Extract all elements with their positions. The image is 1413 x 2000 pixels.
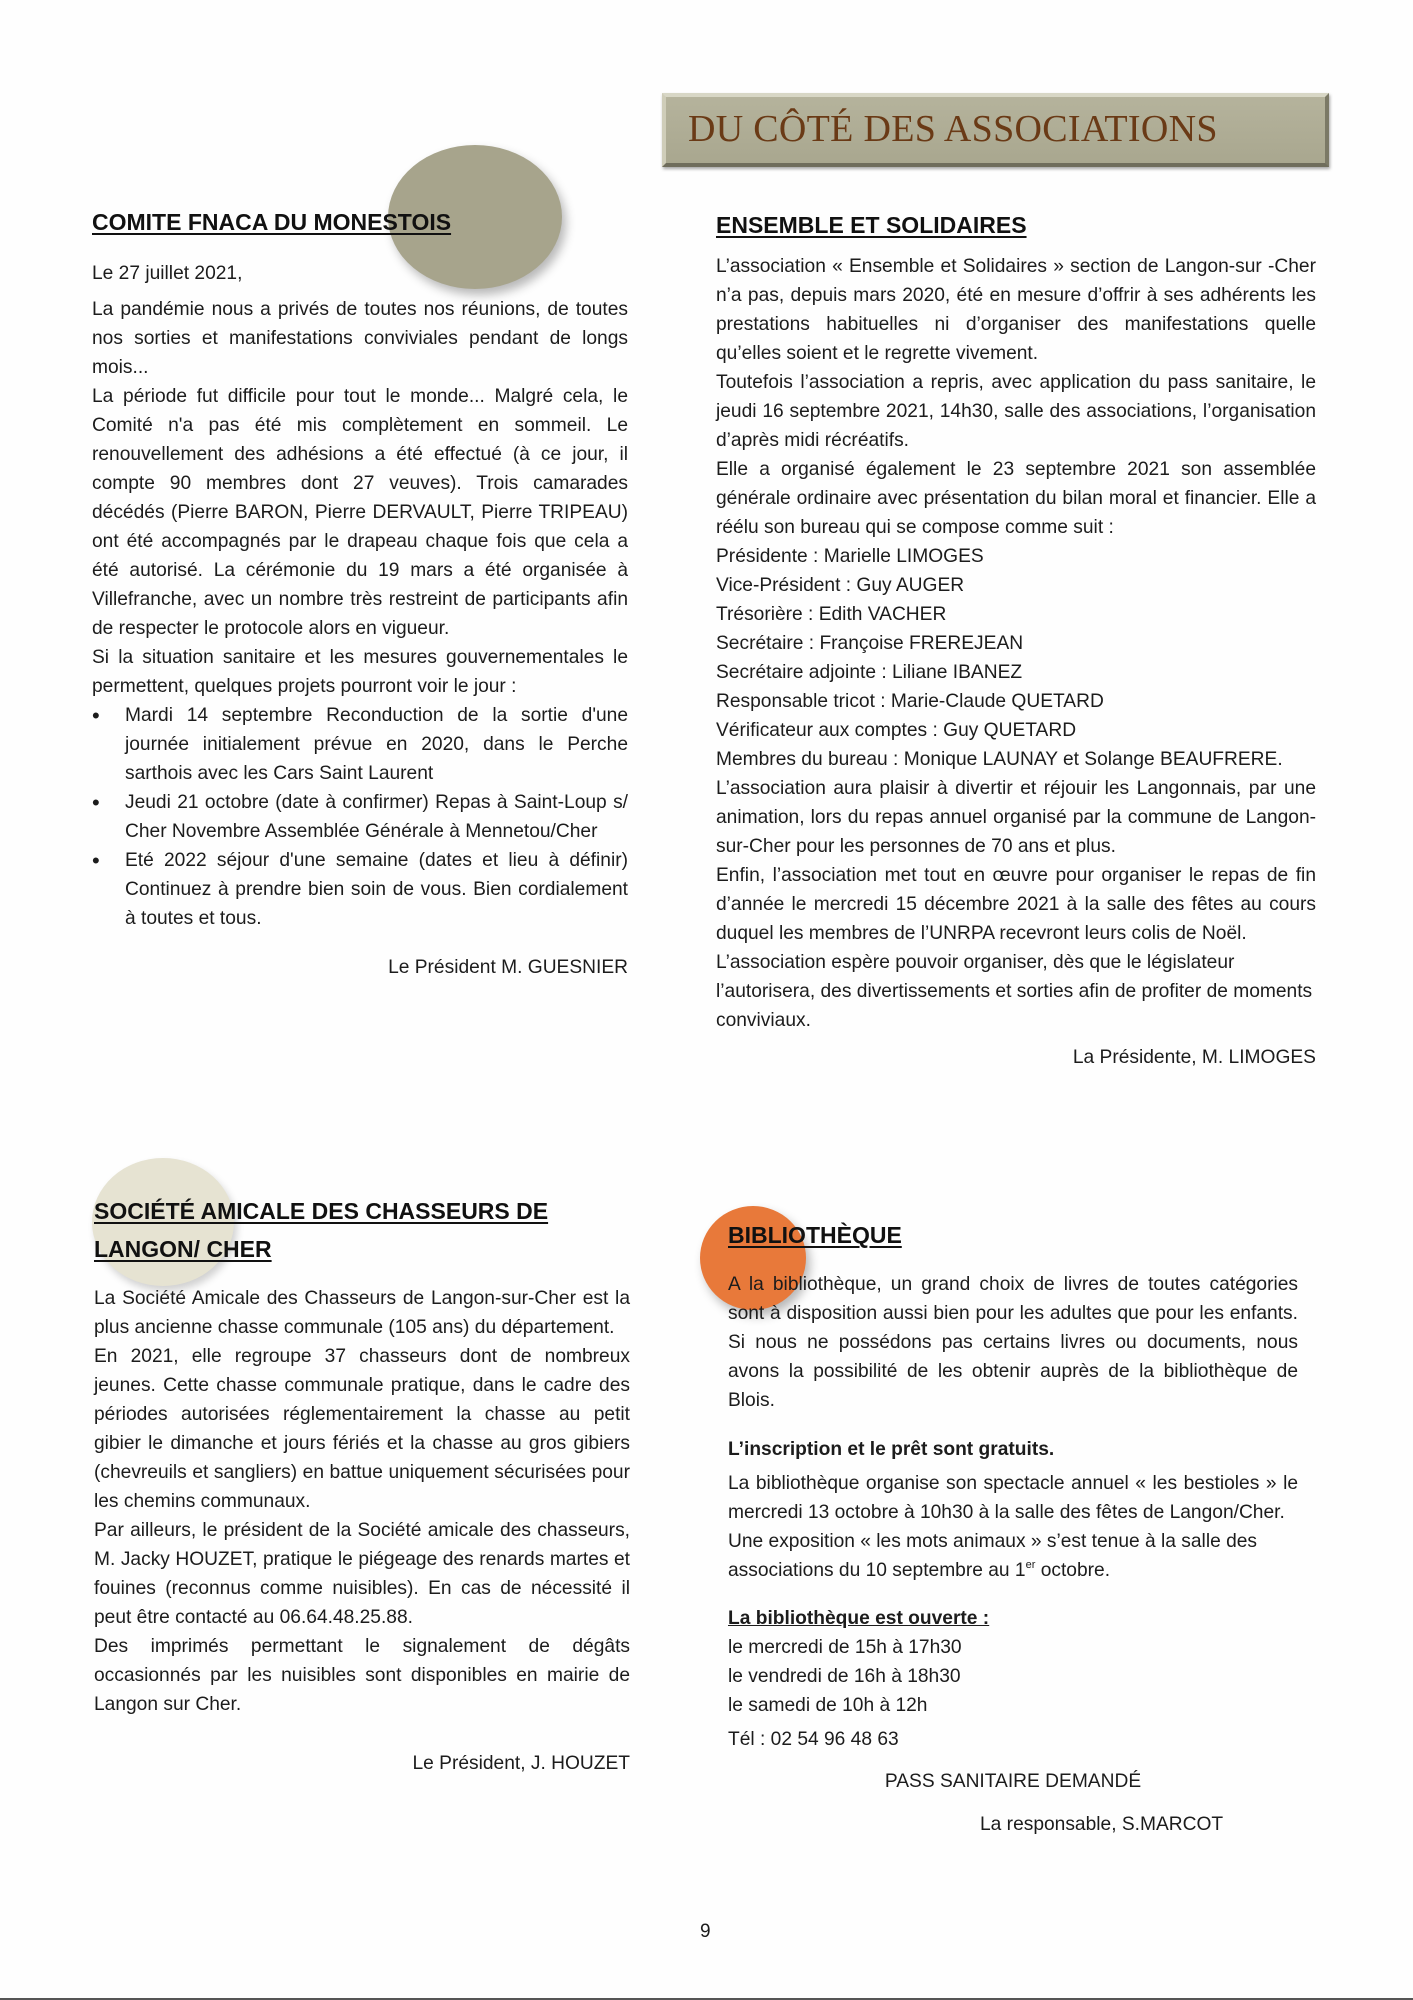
bureau-member: Secrétaire : Françoise FREREJEAN [716, 633, 1024, 654]
article-fnaca [92, 203, 628, 982]
signature: La Présidente, M. LIMOGES [1072, 1047, 1316, 1068]
paragraph: Toutefois l’association a repris, avec application du pass sanitaire, le jeudi 16 septembre 2021, 14h30, salle des associations, l’organisation d’après midi récréatifs. [716, 372, 1316, 451]
article-date: Le 27 juillet 2021, [92, 263, 243, 284]
paragraph: A la bibliothèque, un grand choix de livres de toutes catégories sont à disposition aussi bien pour les adultes que pour les enfants. Si nous ne possédons pas certains livres ou documents, nous avons la possibilité de les obtenir auprès de la bibliothèque de Blois. [728, 1274, 1298, 1411]
bureau-member: Présidente : Marielle LIMOGES [716, 546, 984, 567]
article-title: BIBLIOTHÈQUE [728, 1222, 902, 1248]
paragraph [728, 1527, 1298, 1585]
paragraph: Enfin, l’association met tout en œuvre pour organiser le repas de fin d’année le mercredi 15 décembre 2021 à la salle des fêtes au cours duquel les membres de l’UNRPA recevront leurs colis de Noël. [716, 865, 1316, 944]
signature: La responsable, S.MARCOT [980, 1814, 1224, 1835]
ordinal-suffix: er [1025, 1559, 1036, 1571]
paragraph: La Société Amicale des Chasseurs de Langon-sur-Cher est la plus ancienne chasse communale (105 ans) du département. [94, 1288, 630, 1338]
project-item: • Mardi 14 septembre Reconduction de la sortie d'une journée initialement prévue en 2020, dans le Perche sarthois avec les Cars Saint Laurent [125, 701, 628, 788]
paragraph: La pandémie nous a privés de toutes nos réunions, de toutes nos sorties et manifestations conviviales pendant de longs mois... [92, 299, 628, 378]
opening-hour: le mercredi de 15h à 17h30 [728, 1637, 962, 1658]
paragraph: L’association espère pouvoir organiser, dès que le législateur l’autorisera, des divertissements et sorties afin de profiter de moments conviviaux. [716, 952, 1313, 1031]
paragraph: Elle a organisé également le 23 septembre 2021 son assemblée générale ordinaire avec présentation du bilan moral et financier. Elle a réélu son bureau qui se compose comme suit : [716, 459, 1316, 538]
article-ensemble-solidaires [716, 206, 1316, 1072]
page-number: 9 [700, 1921, 711, 1942]
bureau-member: Responsable tricot : Marie-Claude QUETARD [716, 691, 1104, 712]
paragraph: L’association aura plaisir à divertir et réjouir les Langonnais, par une animation, lors du repas annuel organisé par la commune de Langon-sur-Cher pour les personnes de 70 ans et plus. [716, 778, 1316, 857]
opening-hour: le vendredi de 16h à 18h30 [728, 1666, 961, 1687]
bureau-member: Secrétaire adjointe : Liliane IBANEZ [716, 662, 1023, 683]
projects-list [92, 701, 628, 933]
project-item: • Jeudi 21 octobre (date à confirmer) Repas à Saint-Loup s/ Cher Novembre Assemblée Générale à Mennetou/Cher [125, 788, 628, 846]
paragraph: Si la situation sanitaire et les mesures gouvernementales le permettent, quelques projets pourront voir le jour : [92, 647, 628, 697]
section-banner [662, 93, 1329, 167]
banner-title: DU CÔTÉ DES ASSOCIATIONS [688, 108, 1218, 150]
paragraph: Par ailleurs, le président de la Société amicale des chasseurs, M. Jacky HOUZET, pratique le piégeage des renards martes et fouines (reconnus comme nuisibles). En cas de nécessité il peut être contacté au 06.64.48.25.88. [94, 1520, 630, 1628]
opening-hour: le samedi de 10h à 12h [728, 1695, 928, 1716]
bureau-member: Vérificateur aux comptes : Guy QUETARD [716, 720, 1077, 741]
free-note: L’inscription et le prêt sont gratuits. [728, 1439, 1055, 1460]
article-title: COMITE FNACA DU MONESTOIS [92, 209, 452, 235]
expo-text: Une exposition « les mots animaux » s’est tenue à la salle des associations du 10 septembre au 1 [728, 1531, 1258, 1581]
paragraph: L’association « Ensemble et Solidaires » section de Langon-sur -Cher n’a pas, depuis mars 2020, été en mesure d’offrir à ses adhérents les prestations habituelles ni d’organiser des manifestations quelle qu’elles soient et le regrette vivement. [716, 256, 1316, 364]
expo-text-end: octobre. [1035, 1560, 1111, 1581]
phone-number: Tél : 02 54 96 48 63 [728, 1729, 899, 1750]
bureau-member: Trésorière : Edith VACHER [716, 604, 947, 625]
article-chasseurs [94, 1192, 630, 1778]
paragraph: La période fut difficile pour tout le monde... Malgré cela, le Comité n'a pas été mis complètement en sommeil. Le renouvellement des adhésions a été effectué (à ce jour, il compte 90 membres dont 27 veuves). Trois camarades décédés (Pierre BARON, Pierre DERVAULT, Pierre TRIPEAU) ont été accompagnés par le drapeau chaque fois que cela a été autorisé. La cérémonie du 19 mars a été organisée à Villefranche, avec un nombre très restreint de participants afin de respecter le protocole alors en vigueur. [92, 386, 628, 639]
paragraph: Des imprimés permettant le signalement de dégâts occasionnés par les nuisibles sont disponibles en mairie de Langon sur Cher. [94, 1636, 630, 1715]
paragraph: La bibliothèque organise son spectacle annuel « les bestioles » le mercredi 13 octobre à 10h30 à la salle des fêtes de Langon/Cher. [728, 1473, 1298, 1523]
article-bibliotheque [728, 1216, 1298, 1839]
pass-notice: PASS SANITAIRE DEMANDÉ [884, 1771, 1142, 1792]
opening-hours-title: La bibliothèque est ouverte : [728, 1608, 990, 1629]
article-title: ENSEMBLE ET SOLIDAIRES [716, 212, 1027, 238]
article-title: SOCIÉTÉ AMICALE DES CHASSEURS DE LANGON/ CHER [94, 1198, 549, 1262]
signature: Le Président, J. HOUZET [412, 1753, 630, 1774]
project-item: • Eté 2022 séjour d'une semaine (dates et lieu à définir) Continuez à prendre bien soin de vous. Bien cordialement à toutes et tous. [125, 846, 628, 933]
bureau-member: Vice-Président : Guy AUGER [716, 575, 965, 596]
bureau-member: Membres du bureau : Monique LAUNAY et Solange BEAUFRERE. [716, 749, 1283, 770]
paragraph: En 2021, elle regroupe 37 chasseurs dont de nombreux jeunes. Cette chasse communale pratique, dans le cadre des périodes autorisées réglementairement la chasse au petit gibier le dimanche et jours fériés et la chasse au gros gibiers (chevreuils et sangliers) en battue uniquement sécurisées pour les chemins communaux. [94, 1346, 630, 1512]
signature: Le Président M. GUESNIER [388, 957, 628, 978]
bureau-list [716, 542, 1316, 774]
